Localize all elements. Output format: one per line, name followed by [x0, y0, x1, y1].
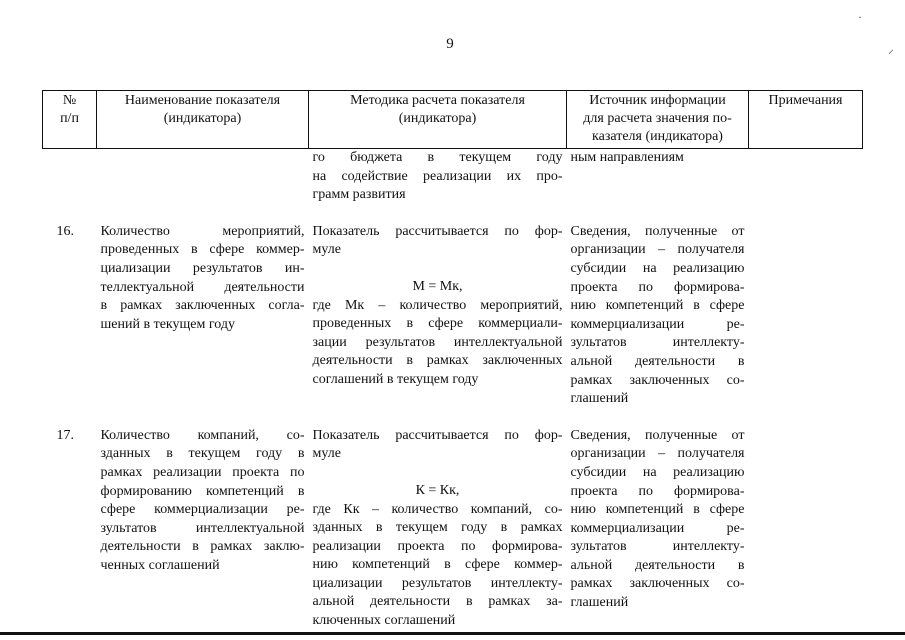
continuation-source: ным направлениям — [570, 150, 684, 165]
notes — [749, 427, 863, 631]
header-calculation-method: Методика расчета показателя (индикатора) — [309, 91, 567, 149]
information-source: Сведения, полученные от организации – получателя субсидии на реализацию проекта по формирова- нию компетенций в сфере коммерциализации ре- зультатов интеллекту- альной деятельности в рамках заключенных со- глашений — [570, 223, 745, 407]
calculation-method: Показатель рассчитывается по фор- муле К = Кк, где Кк – количество компаний, со- зданных в текущем году в рамках реализации проекта по формирова- нию компетенций в сфере коммер- циализации результатов интеллекту- альной деятельности в рамках за- ключенных соглашений — [312, 427, 563, 629]
indicator-name: Количество компаний, со- зданных в текущем году в рамках реализации проекта по формированию компетенций в сфере коммерциализации ре- зультатов интеллектуальной деятельности в рамках заклю- ченных соглашений — [100, 427, 305, 573]
bottom-border — [0, 632, 905, 635]
page-number: 9 — [446, 36, 454, 52]
formula: М = Мк, — [412, 278, 463, 294]
notes — [749, 223, 863, 409]
table-row-continuation — [43, 149, 863, 205]
table-header-row — [43, 91, 863, 149]
table-row — [43, 427, 863, 631]
indicator-table — [42, 90, 863, 631]
header-information-source: Источник информации для расчета значения по- казателя (индикатора) — [567, 91, 749, 149]
information-source: Сведения, полученные от организации – получателя субсидии на реализацию проекта по формирова- нию компетенций в сфере коммерциализации ре- зультатов интеллекту- альной деятельности в рамках заключенных со- глашений — [570, 427, 745, 611]
calculation-method: Показатель рассчитывается по фор- муле М = Мк, где Мк – количество мероприятий, проведенных в сфере коммерциали- зации результатов интеллектуальной деятельности в рамках заключенных соглашений в текущем году — [312, 223, 563, 387]
formula: К = Кк, — [415, 482, 460, 498]
indicator-name: Количество мероприятий, проведенных в сфере коммер- циализации результатов ин- теллектуальной деятельности в рамках заключенных согла- шений в текущем году — [100, 223, 305, 332]
header-indicator-name: Наименование показателя (индикатора) — [97, 91, 309, 149]
scan-artifact-mark: · — [858, 10, 862, 24]
header-notes: Примечания — [749, 91, 863, 149]
table-row — [43, 223, 863, 409]
row-number: 17. — [56, 427, 74, 443]
header-number: № п/п — [43, 91, 97, 149]
continuation-method: го бюджета в текущем году на содействие реализации их про- грамм развития — [312, 150, 563, 203]
scan-artifact-mark: ⸝ — [888, 42, 895, 56]
row-number: 16. — [56, 223, 74, 239]
